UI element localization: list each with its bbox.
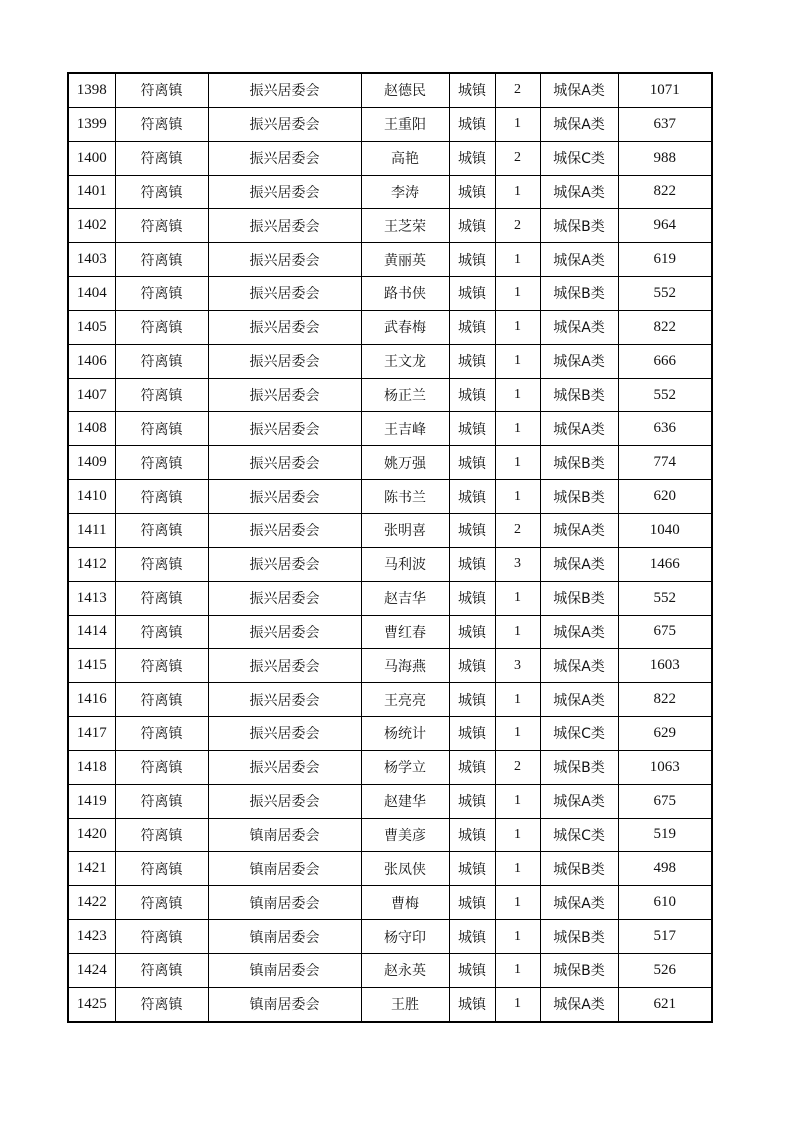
row-number-cell: 1407: [68, 378, 115, 412]
household-size-cell: 2: [495, 141, 540, 175]
person-name-cell: 王重阳: [361, 107, 449, 141]
committee-cell: 镇南居委会: [208, 987, 361, 1021]
committee-cell: 振兴居委会: [208, 615, 361, 649]
person-name-cell: 曹红春: [361, 615, 449, 649]
person-name-cell: 赵吉华: [361, 581, 449, 615]
amount-cell: 552: [618, 378, 712, 412]
row-number-cell: 1422: [68, 886, 115, 920]
person-name-cell: 杨学立: [361, 750, 449, 784]
town-cell: 符离镇: [115, 886, 208, 920]
category-cell: 城保A类: [540, 175, 618, 209]
table-row: [68, 717, 712, 751]
person-name-cell: 王胜: [361, 987, 449, 1021]
household-size-cell: 1: [495, 615, 540, 649]
committee-cell: 振兴居委会: [208, 649, 361, 683]
amount-cell: 1071: [618, 73, 712, 107]
area-type-cell: 城镇: [449, 412, 495, 446]
amount-cell: 552: [618, 581, 712, 615]
area-type-cell: 城镇: [449, 378, 495, 412]
town-cell: 符离镇: [115, 547, 208, 581]
row-number-cell: 1406: [68, 344, 115, 378]
household-size-cell: 1: [495, 886, 540, 920]
table-row: [68, 73, 712, 107]
person-name-cell: 武春梅: [361, 310, 449, 344]
row-number-cell: 1412: [68, 547, 115, 581]
committee-cell: 振兴居委会: [208, 480, 361, 514]
row-number-cell: 1402: [68, 209, 115, 243]
category-cell: 城保A类: [540, 886, 618, 920]
table-row: [68, 818, 712, 852]
person-name-cell: 王文龙: [361, 344, 449, 378]
town-cell: 符离镇: [115, 953, 208, 987]
row-number-cell: 1420: [68, 818, 115, 852]
person-name-cell: 赵永英: [361, 953, 449, 987]
town-cell: 符离镇: [115, 852, 208, 886]
committee-cell: 振兴居委会: [208, 378, 361, 412]
amount-cell: 519: [618, 818, 712, 852]
table-row: [68, 683, 712, 717]
row-number-cell: 1415: [68, 649, 115, 683]
household-size-cell: 1: [495, 378, 540, 412]
category-cell: 城保B类: [540, 920, 618, 954]
committee-cell: 镇南居委会: [208, 953, 361, 987]
row-number-cell: 1403: [68, 243, 115, 277]
row-number-cell: 1399: [68, 107, 115, 141]
committee-cell: 振兴居委会: [208, 175, 361, 209]
category-cell: 城保A类: [540, 649, 618, 683]
amount-cell: 636: [618, 412, 712, 446]
row-number-cell: 1409: [68, 446, 115, 480]
person-name-cell: 陈书兰: [361, 480, 449, 514]
amount-cell: 666: [618, 344, 712, 378]
table-row: [68, 547, 712, 581]
area-type-cell: 城镇: [449, 243, 495, 277]
committee-cell: 振兴居委会: [208, 310, 361, 344]
amount-cell: 774: [618, 446, 712, 480]
category-cell: 城保B类: [540, 378, 618, 412]
person-name-cell: 杨统计: [361, 717, 449, 751]
area-type-cell: 城镇: [449, 886, 495, 920]
committee-cell: 振兴居委会: [208, 209, 361, 243]
person-name-cell: 杨正兰: [361, 378, 449, 412]
area-type-cell: 城镇: [449, 818, 495, 852]
household-size-cell: 1: [495, 852, 540, 886]
table-row: [68, 987, 712, 1021]
amount-cell: 822: [618, 310, 712, 344]
household-size-cell: 1: [495, 310, 540, 344]
person-name-cell: 张凤侠: [361, 852, 449, 886]
table-row: [68, 141, 712, 175]
household-size-cell: 2: [495, 750, 540, 784]
area-type-cell: 城镇: [449, 615, 495, 649]
household-size-cell: 2: [495, 209, 540, 243]
household-size-cell: 2: [495, 513, 540, 547]
person-name-cell: 王亮亮: [361, 683, 449, 717]
table-row: [68, 581, 712, 615]
person-name-cell: 杨守印: [361, 920, 449, 954]
area-type-cell: 城镇: [449, 107, 495, 141]
household-size-cell: 1: [495, 277, 540, 311]
row-number-cell: 1405: [68, 310, 115, 344]
town-cell: 符离镇: [115, 818, 208, 852]
category-cell: 城保B类: [540, 209, 618, 243]
category-cell: 城保C类: [540, 141, 618, 175]
table-row: [68, 107, 712, 141]
table-row: [68, 953, 712, 987]
town-cell: 符离镇: [115, 141, 208, 175]
area-type-cell: 城镇: [449, 717, 495, 751]
committee-cell: 振兴居委会: [208, 412, 361, 446]
area-type-cell: 城镇: [449, 852, 495, 886]
category-cell: 城保A类: [540, 683, 618, 717]
amount-cell: 1063: [618, 750, 712, 784]
committee-cell: 振兴居委会: [208, 513, 361, 547]
committee-cell: 振兴居委会: [208, 344, 361, 378]
category-cell: 城保A类: [540, 987, 618, 1021]
row-number-cell: 1413: [68, 581, 115, 615]
household-size-cell: 1: [495, 344, 540, 378]
area-type-cell: 城镇: [449, 953, 495, 987]
person-name-cell: 曹美彦: [361, 818, 449, 852]
amount-cell: 822: [618, 175, 712, 209]
person-name-cell: 路书侠: [361, 277, 449, 311]
area-type-cell: 城镇: [449, 175, 495, 209]
table-row: [68, 209, 712, 243]
table-row: [68, 480, 712, 514]
row-number-cell: 1419: [68, 784, 115, 818]
person-name-cell: 王芝荣: [361, 209, 449, 243]
amount-cell: 675: [618, 615, 712, 649]
row-number-cell: 1404: [68, 277, 115, 311]
amount-cell: 1603: [618, 649, 712, 683]
row-number-cell: 1401: [68, 175, 115, 209]
table-row: [68, 175, 712, 209]
table-row: [68, 344, 712, 378]
committee-cell: 振兴居委会: [208, 547, 361, 581]
category-cell: 城保B类: [540, 277, 618, 311]
row-number-cell: 1408: [68, 412, 115, 446]
area-type-cell: 城镇: [449, 209, 495, 243]
row-number-cell: 1421: [68, 852, 115, 886]
town-cell: 符离镇: [115, 378, 208, 412]
area-type-cell: 城镇: [449, 987, 495, 1021]
committee-cell: 镇南居委会: [208, 920, 361, 954]
household-size-cell: 1: [495, 987, 540, 1021]
amount-cell: 988: [618, 141, 712, 175]
amount-cell: 675: [618, 784, 712, 818]
person-name-cell: 张明喜: [361, 513, 449, 547]
table-row: [68, 920, 712, 954]
committee-cell: 镇南居委会: [208, 886, 361, 920]
area-type-cell: 城镇: [449, 446, 495, 480]
area-type-cell: 城镇: [449, 649, 495, 683]
town-cell: 符离镇: [115, 209, 208, 243]
category-cell: 城保C类: [540, 717, 618, 751]
amount-cell: 610: [618, 886, 712, 920]
area-type-cell: 城镇: [449, 920, 495, 954]
amount-cell: 517: [618, 920, 712, 954]
amount-cell: 964: [618, 209, 712, 243]
amount-cell: 1040: [618, 513, 712, 547]
table-row: [68, 310, 712, 344]
roster-body: [68, 73, 712, 1022]
person-name-cell: 高艳: [361, 141, 449, 175]
row-number-cell: 1417: [68, 717, 115, 751]
area-type-cell: 城镇: [449, 310, 495, 344]
category-cell: 城保A类: [540, 73, 618, 107]
committee-cell: 振兴居委会: [208, 107, 361, 141]
category-cell: 城保A类: [540, 412, 618, 446]
town-cell: 符离镇: [115, 310, 208, 344]
household-size-cell: 2: [495, 73, 540, 107]
category-cell: 城保A类: [540, 310, 618, 344]
person-name-cell: 姚万强: [361, 446, 449, 480]
roster-table: [67, 72, 713, 1023]
household-size-cell: 3: [495, 547, 540, 581]
row-number-cell: 1418: [68, 750, 115, 784]
area-type-cell: 城镇: [449, 683, 495, 717]
town-cell: 符离镇: [115, 920, 208, 954]
amount-cell: 620: [618, 480, 712, 514]
category-cell: 城保A类: [540, 615, 618, 649]
category-cell: 城保C类: [540, 818, 618, 852]
row-number-cell: 1423: [68, 920, 115, 954]
household-size-cell: 1: [495, 784, 540, 818]
person-name-cell: 黄丽英: [361, 243, 449, 277]
row-number-cell: 1425: [68, 987, 115, 1021]
category-cell: 城保A类: [540, 107, 618, 141]
table-row: [68, 513, 712, 547]
category-cell: 城保A类: [540, 344, 618, 378]
amount-cell: 526: [618, 953, 712, 987]
household-size-cell: 1: [495, 920, 540, 954]
row-number-cell: 1414: [68, 615, 115, 649]
row-number-cell: 1411: [68, 513, 115, 547]
amount-cell: 498: [618, 852, 712, 886]
table-row: [68, 378, 712, 412]
committee-cell: 振兴居委会: [208, 784, 361, 818]
household-size-cell: 1: [495, 412, 540, 446]
committee-cell: 振兴居委会: [208, 277, 361, 311]
area-type-cell: 城镇: [449, 750, 495, 784]
category-cell: 城保B类: [540, 750, 618, 784]
row-number-cell: 1424: [68, 953, 115, 987]
household-size-cell: 1: [495, 175, 540, 209]
town-cell: 符离镇: [115, 107, 208, 141]
household-size-cell: 1: [495, 581, 540, 615]
person-name-cell: 马利波: [361, 547, 449, 581]
table-row: [68, 277, 712, 311]
household-size-cell: 1: [495, 953, 540, 987]
committee-cell: 镇南居委会: [208, 818, 361, 852]
table-row: [68, 446, 712, 480]
household-size-cell: 1: [495, 243, 540, 277]
household-size-cell: 3: [495, 649, 540, 683]
amount-cell: 637: [618, 107, 712, 141]
category-cell: 城保B类: [540, 953, 618, 987]
committee-cell: 镇南居委会: [208, 852, 361, 886]
row-number-cell: 1416: [68, 683, 115, 717]
amount-cell: 621: [618, 987, 712, 1021]
household-size-cell: 1: [495, 107, 540, 141]
table-row: [68, 784, 712, 818]
category-cell: 城保A类: [540, 547, 618, 581]
amount-cell: 822: [618, 683, 712, 717]
town-cell: 符离镇: [115, 683, 208, 717]
town-cell: 符离镇: [115, 243, 208, 277]
committee-cell: 振兴居委会: [208, 446, 361, 480]
person-name-cell: 李涛: [361, 175, 449, 209]
amount-cell: 552: [618, 277, 712, 311]
town-cell: 符离镇: [115, 412, 208, 446]
town-cell: 符离镇: [115, 513, 208, 547]
area-type-cell: 城镇: [449, 73, 495, 107]
area-type-cell: 城镇: [449, 141, 495, 175]
area-type-cell: 城镇: [449, 581, 495, 615]
household-size-cell: 1: [495, 717, 540, 751]
committee-cell: 振兴居委会: [208, 581, 361, 615]
town-cell: 符离镇: [115, 446, 208, 480]
committee-cell: 振兴居委会: [208, 750, 361, 784]
committee-cell: 振兴居委会: [208, 141, 361, 175]
committee-cell: 振兴居委会: [208, 73, 361, 107]
town-cell: 符离镇: [115, 649, 208, 683]
town-cell: 符离镇: [115, 344, 208, 378]
area-type-cell: 城镇: [449, 277, 495, 311]
town-cell: 符离镇: [115, 717, 208, 751]
area-type-cell: 城镇: [449, 480, 495, 514]
town-cell: 符离镇: [115, 175, 208, 209]
household-size-cell: 1: [495, 683, 540, 717]
category-cell: 城保B类: [540, 446, 618, 480]
amount-cell: 629: [618, 717, 712, 751]
table-row: [68, 412, 712, 446]
town-cell: 符离镇: [115, 480, 208, 514]
amount-cell: 619: [618, 243, 712, 277]
person-name-cell: 王吉峰: [361, 412, 449, 446]
household-size-cell: 1: [495, 446, 540, 480]
table-row: [68, 615, 712, 649]
committee-cell: 振兴居委会: [208, 717, 361, 751]
category-cell: 城保A类: [540, 243, 618, 277]
table-row: [68, 649, 712, 683]
table-row: [68, 750, 712, 784]
category-cell: 城保B类: [540, 581, 618, 615]
row-number-cell: 1400: [68, 141, 115, 175]
town-cell: 符离镇: [115, 615, 208, 649]
table-row: [68, 886, 712, 920]
town-cell: 符离镇: [115, 987, 208, 1021]
person-name-cell: 曹梅: [361, 886, 449, 920]
town-cell: 符离镇: [115, 581, 208, 615]
household-size-cell: 1: [495, 480, 540, 514]
category-cell: 城保B类: [540, 852, 618, 886]
area-type-cell: 城镇: [449, 547, 495, 581]
household-size-cell: 1: [495, 818, 540, 852]
town-cell: 符离镇: [115, 784, 208, 818]
row-number-cell: 1410: [68, 480, 115, 514]
committee-cell: 振兴居委会: [208, 243, 361, 277]
category-cell: 城保B类: [540, 480, 618, 514]
category-cell: 城保A类: [540, 513, 618, 547]
table-row: [68, 852, 712, 886]
town-cell: 符离镇: [115, 750, 208, 784]
person-name-cell: 赵德民: [361, 73, 449, 107]
area-type-cell: 城镇: [449, 513, 495, 547]
committee-cell: 振兴居委会: [208, 683, 361, 717]
person-name-cell: 赵建华: [361, 784, 449, 818]
area-type-cell: 城镇: [449, 344, 495, 378]
table-row: [68, 243, 712, 277]
area-type-cell: 城镇: [449, 784, 495, 818]
person-name-cell: 马海燕: [361, 649, 449, 683]
row-number-cell: 1398: [68, 73, 115, 107]
amount-cell: 1466: [618, 547, 712, 581]
category-cell: 城保A类: [540, 784, 618, 818]
town-cell: 符离镇: [115, 277, 208, 311]
town-cell: 符离镇: [115, 73, 208, 107]
